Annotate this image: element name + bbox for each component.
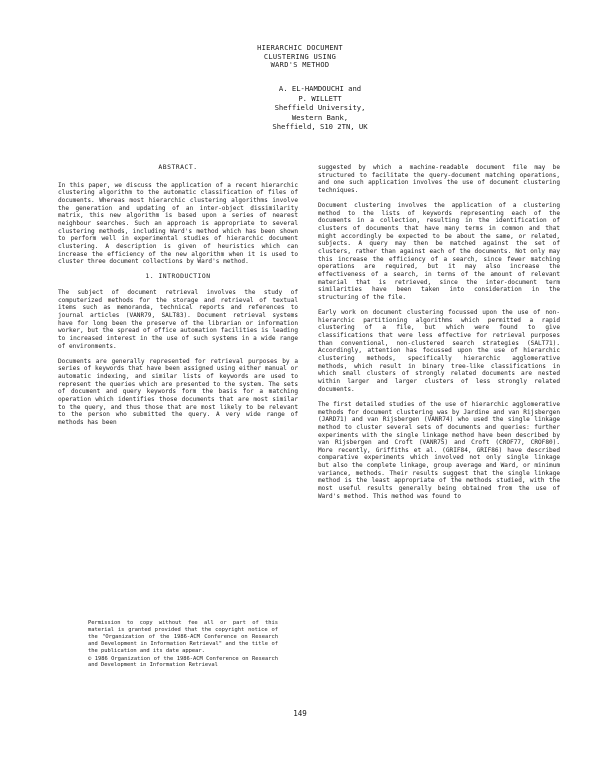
author-1: A. EL-HAMDOUCHI and [278,84,362,93]
permission-text: Permission to copy without fee all or part of this material is granted provided that the copyright notice of the "Organization of the 1986-ACM Conference on Research and Development in Information Retrieval" and the title of the publication and its date appear. [88,620,278,654]
intro-paragraph-2: Documents are generally represented for retrieval purposes by a series of keywords that have been assigned using either manual or automatic indexing, and similar lists of keywords are used to represent the queries which are presented to the system. The sets of document and query keywords form the basis for a matching operation which identifies those documents that are most similar to the query, and thus those that are most likely to be relevant to the person who submitted the query. A very wide range of methods has been [58,357,298,427]
title-line-2: CLUSTERING USING [263,52,337,61]
introduction-heading: 1. INTRODUCTION [145,272,211,281]
right-paragraph-1: suggested by which a machine-readable document file may be structured to facilitate the query-document matching operations, and one such application involves the use of document clustering techniques. [318,164,560,194]
paper-title [150,44,450,70]
city: Sheffield, S10 2TN, UK [272,122,368,131]
institution: Sheffield University, [274,103,366,112]
right-paragraph-3: Early work on document clustering focussed upon the use of non-hierarchic partitioning algorithms which permitted a rapid clustering of a file, but which were found to give classifications that were less effective for retrieval purposes than conventional, non-clustered search strategies (SALT71). Accordingly, attention has focussed upon the use of hierarchic clustering methods, specifically hierarchic agglomerative methods, which result in binary tree-like classifications in which small clusters of strongly related documents are nested within larger and larger clusters of less strongly related documents. [318,309,560,393]
page-number: 149 [293,709,307,718]
title-line-1: HIERARCHIC DOCUMENT [257,44,343,52]
right-paragraph-4: The first detailed studies of the use of hierarchic agglomerative methods for document clustering was by Jardine and van Rijsbergen (JARD71) and van Rijsbergen (VANR74) who used the single linkage method to cluster several sets of documents and queries: further experiments with the single linkage method have been described by van Rijsbergen and Croft (VANR75) and Croft (CROF77, CROF80). More recently, Griffiths et al. (GRIF84, GRIF86) have described comparative experiments which involved not only single linkage but also the complete linkage, group average and Ward, or minimum variance, methods. Their results suggest that the single linkage method is the least appropriate of the methods studied, with the most useful results generally being obtained from the use of Ward's method. This method was found to [318,400,560,500]
right-paragraph-2: Document clustering involves the application of a clustering method to the lists of keywords representing each of the documents in a collection, resulting in the identification of clusters of documents that have many terms in common and that might accordingly be expected to be about the same, or related, subjects. A query may then be matched against the set of clusters, rather than against each of the documents. Not only may this increase the efficiency of a search, since fewer matching operations are required, but it may also increase the effectiveness of a search, in terms of the amount of relevant material that is retrieved, since the inter-document term similarities have been taken into consideration in the structuring of the file. [318,202,560,301]
abstract-heading: ABSTRACT. [158,163,198,171]
copyright-text: © 1986 Organization of the 1986-ACM Conference on Research and Development in Information Retrieval [88,655,278,669]
right-column [318,164,560,508]
author-2: P. WILLETT [298,93,342,103]
intro-paragraph-1: The subject of document retrieval involves the study of computerized methods for the storage and retrieval of textual items such as memoranda, technical reports and references to journal articles (VANR79, SALT83). Document retrieval systems have for long been the preserve of the librarian or information worker, but the spread of office automation facilities is leading to increased interest in the use of such systems in a wide range of environments. [58,289,298,350]
copyright-notice [88,620,278,669]
title-line-3: WARD'S METHOD [270,61,330,69]
department: Western Bank, [291,112,349,122]
abstract-text: In this paper, we discuss the application of a recent hierarchic clustering algorithm to the automatic classification of files of documents. Whereas most hierarchic clustering algorithms involve the generation and updating of an inter-object dissimilarity matrix, this new algorithm is based upon a series of nearest neighbour searches. Such an approach is appropriate to several clustering methods, including Ward's method which has been shown to perform well in experimental studies of hierarchic document clustering. A description is given of heuristics which can increase the efficiency of the new algorithm when it is used to cluster three document collections by Ward's method. [58,181,298,266]
left-column [58,164,298,434]
author-block [210,84,430,132]
